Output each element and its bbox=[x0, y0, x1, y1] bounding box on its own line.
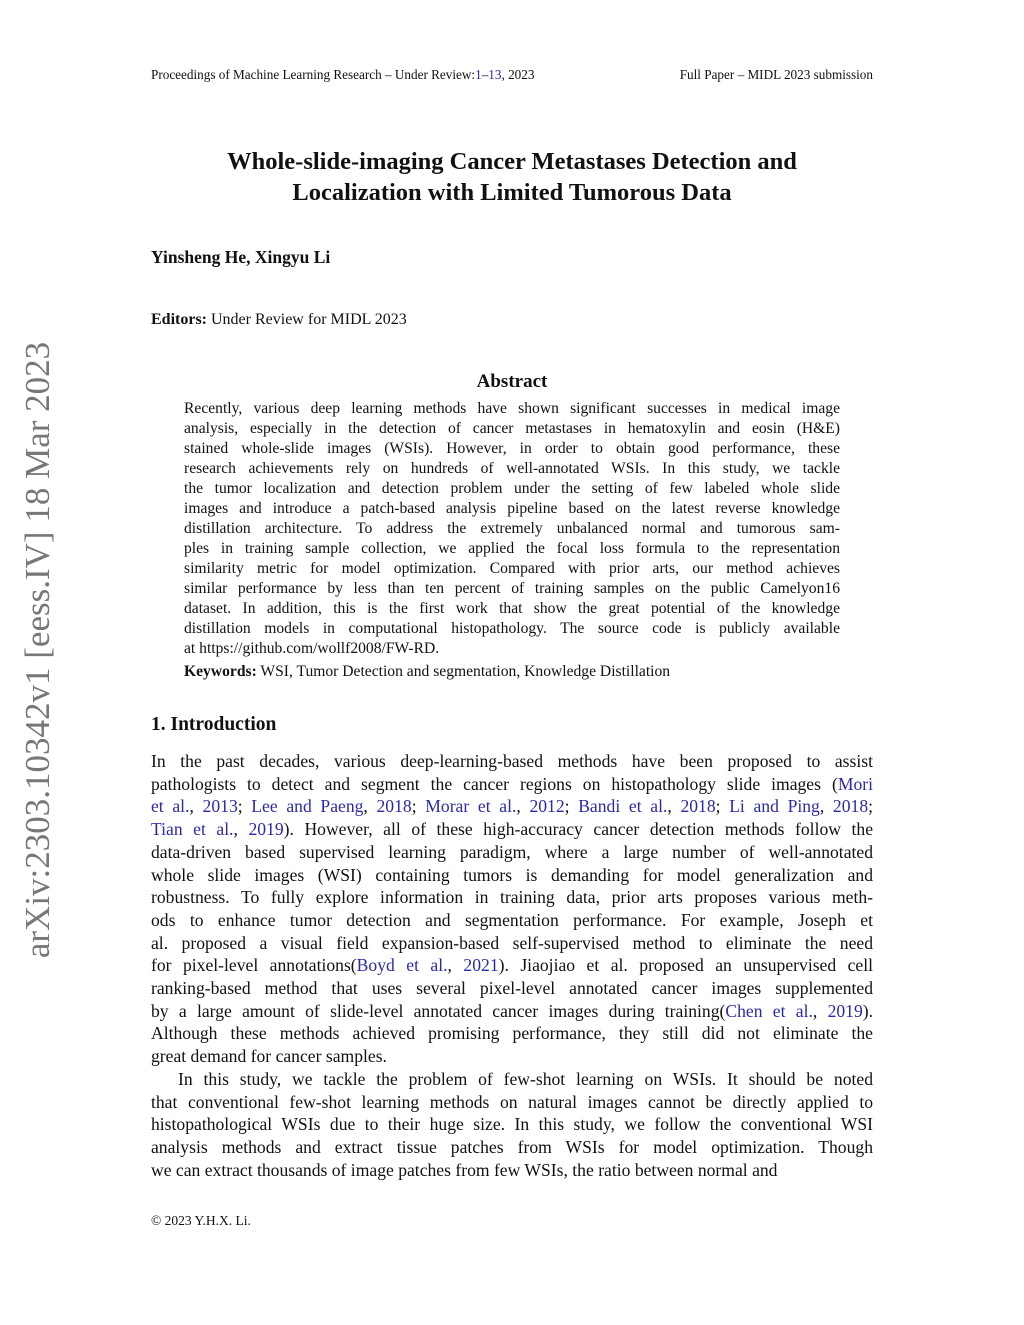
text-span: , bbox=[363, 796, 377, 817]
citation-link[interactable]: Chen et al. bbox=[725, 1000, 813, 1021]
text-line bbox=[151, 886, 873, 909]
text-span: pathologists to detect and segment the cancer regions on histopathology slide images ( bbox=[151, 773, 838, 794]
text-span: ). bbox=[862, 1000, 873, 1021]
text-line bbox=[151, 1091, 873, 1114]
citation-link[interactable]: 2019 bbox=[248, 819, 284, 840]
editors-label: Editors: bbox=[151, 311, 207, 328]
text-span: ; bbox=[715, 796, 730, 817]
abstract-line: the tumor localization and detection problem under the setting of few labeled whole slide bbox=[184, 480, 840, 497]
text-line bbox=[151, 977, 873, 1000]
text-span: , bbox=[819, 796, 833, 817]
paragraph bbox=[151, 1068, 873, 1182]
abstract-line: similarity metric for model optimization. Compared with prior arts, our method achieves bbox=[184, 560, 840, 577]
text-line bbox=[151, 1159, 873, 1182]
text-line bbox=[151, 1045, 873, 1068]
citation-link[interactable]: Bandi et al. bbox=[578, 796, 668, 817]
section-heading-introduction: 1. Introduction bbox=[151, 714, 277, 735]
text-line bbox=[151, 773, 873, 796]
text-span: ods to enhance tumor detection and segmentation performance. For example, Joseph et bbox=[151, 909, 873, 930]
citation-link[interactable]: 2012 bbox=[529, 796, 565, 817]
abstract-line: at https://github.com/wollf2008/FW-RD. bbox=[184, 640, 440, 657]
citation-link[interactable]: Lee and Paeng bbox=[251, 796, 364, 817]
keywords bbox=[184, 662, 840, 682]
introduction-body bbox=[151, 750, 873, 1181]
abstract-line: dataset. In addition, this is the first work that show the great potential of the knowledge bbox=[184, 600, 840, 617]
text-span: ). Jiaojiao et al. proposed an unsupervised cell bbox=[498, 955, 873, 976]
abstract-line: stained whole-slide images (WSIs). However, in order to obtain good performance, these bbox=[184, 440, 840, 457]
running-header-right: Full Paper – MIDL 2023 submission bbox=[679, 67, 873, 82]
copyright-footer: © 2023 Y.H.X. Li. bbox=[151, 1213, 251, 1228]
text-line bbox=[151, 909, 873, 932]
abstract-line: distillation models in computational histopathology. The source code is publicly available bbox=[184, 620, 840, 637]
text-span: robustness. To fully explore information in training data, prior arts proposes various meth- bbox=[151, 887, 873, 908]
citation-link[interactable]: 2013 bbox=[202, 796, 238, 817]
citation-link[interactable]: Mori bbox=[837, 773, 873, 794]
citation-link[interactable]: 2018 bbox=[832, 796, 869, 817]
text-line bbox=[151, 841, 873, 864]
keywords-label: Keywords: bbox=[184, 663, 257, 680]
citation-link[interactable]: Morar et al. bbox=[425, 796, 517, 817]
abstract-line: distillation architecture. To address the extremely unbalanced normal and tumorous sam- bbox=[184, 520, 840, 537]
authors: Yinsheng He, Xingyu Li bbox=[151, 247, 331, 267]
text-line bbox=[151, 932, 873, 955]
page-range-dash: – bbox=[481, 67, 489, 82]
header-year: , 2023 bbox=[501, 67, 535, 82]
editors bbox=[151, 311, 407, 329]
text-line bbox=[151, 1000, 873, 1023]
citation-link[interactable]: 2018 bbox=[376, 796, 412, 817]
text-span: Although these methods achieved promising performance, they still did not eliminate the bbox=[151, 1023, 873, 1044]
header-text: Proceedings of Machine Learning Research – Under Review: bbox=[151, 67, 476, 82]
text-span: , bbox=[189, 796, 203, 817]
arxiv-stamp: arXiv:2303.10342v1 [eess.IV] 18 Mar 2023 bbox=[18, 341, 57, 959]
text-span: we can extract thousands of image patches from few WSIs, the ratio between normal and bbox=[151, 1159, 778, 1180]
text-span: , bbox=[667, 796, 681, 817]
text-line bbox=[151, 818, 873, 841]
text-span: for pixel-level annotations( bbox=[151, 955, 357, 976]
abstract-line: images and introduce a patch-based analysis pipeline based on the latest reverse knowledge bbox=[184, 500, 840, 517]
text-span: In the past decades, various deep-learning-based methods have been proposed to assist bbox=[151, 751, 873, 771]
text-line bbox=[151, 750, 873, 773]
abstract-heading: Abstract bbox=[476, 371, 548, 392]
text-span: ). However, all of these high-accuracy cancer detection methods follow the bbox=[283, 819, 873, 840]
citation-link[interactable]: 2019 bbox=[827, 1000, 863, 1021]
text-span: that conventional few-shot learning methods on natural images cannot be directly applied to bbox=[151, 1091, 873, 1112]
title-line: Whole-slide-imaging Cancer Metastases Detection and bbox=[227, 148, 797, 175]
text-span: , bbox=[447, 955, 464, 976]
text-span: , bbox=[233, 819, 249, 840]
running-header-left bbox=[151, 67, 534, 83]
text-line bbox=[151, 1068, 873, 1091]
text-span: by a large amount of slide-level annotated cancer images during training( bbox=[151, 1000, 726, 1021]
page-range-end-link[interactable]: 13 bbox=[488, 67, 502, 82]
paper-title bbox=[0, 146, 1024, 208]
text-span: data-driven based supervised learning paradigm, where a large number of well-annotated bbox=[151, 841, 873, 862]
text-span: ; bbox=[411, 796, 426, 817]
citation-link[interactable]: 2018 bbox=[680, 796, 716, 817]
editors-value: Under Review for MIDL 2023 bbox=[207, 311, 407, 328]
abstract-line: ples in training sample collection, we applied the focal loss formula to the representation bbox=[184, 540, 840, 557]
text-line bbox=[151, 795, 873, 818]
text-span: al. proposed a visual field expansion-based self-supervised method to eliminate the need bbox=[151, 932, 873, 953]
text-line bbox=[151, 1022, 873, 1045]
text-line bbox=[151, 1136, 873, 1159]
text-span: ; bbox=[564, 796, 579, 817]
text-span: whole slide images (WSI) containing tumors is demanding for model generalization and bbox=[151, 864, 873, 885]
text-span: ranking-based method that uses several pixel-level annotated cancer images supplemented bbox=[151, 978, 873, 999]
text-line bbox=[151, 864, 873, 887]
citation-link[interactable]: Li and Ping bbox=[729, 796, 820, 817]
abstract-line: similar performance by less than ten percent of training samples on the public Camelyon16 bbox=[184, 580, 840, 597]
text-span: In this study, we tackle the problem of few-shot learning on WSIs. It should be noted bbox=[178, 1068, 873, 1089]
abstract-line: Recently, various deep learning methods have shown significant successes in medical image bbox=[184, 400, 840, 417]
abstract-line: research achievements rely on hundreds of well-annotated WSIs. In this study, we tackle bbox=[184, 460, 840, 477]
citation-link[interactable]: 2021 bbox=[463, 955, 499, 976]
text-span: , bbox=[516, 796, 530, 817]
citation-link[interactable]: Boyd et al. bbox=[356, 955, 448, 976]
text-span: , bbox=[812, 1000, 828, 1021]
citation-link[interactable]: Tian et al. bbox=[151, 819, 234, 840]
text-span: great demand for cancer samples. bbox=[151, 1046, 387, 1067]
abstract bbox=[184, 399, 840, 682]
text-span: ; bbox=[868, 796, 873, 817]
page-range-start-link[interactable]: 1 bbox=[475, 67, 482, 82]
text-span: ; bbox=[237, 796, 252, 817]
paragraph bbox=[151, 750, 873, 1068]
keywords-value: WSI, Tumor Detection and segmentation, Knowledge Distillation bbox=[256, 663, 671, 680]
text-line bbox=[151, 954, 873, 977]
title-line: Localization with Limited Tumorous Data bbox=[292, 179, 732, 206]
text-span: histopathological WSIs due to their huge size. In this study, we follow the conventional WSI bbox=[151, 1114, 873, 1135]
abstract-line: analysis, especially in the detection of cancer metastases in hematoxylin and eosin (H&E) bbox=[184, 420, 840, 437]
text-line bbox=[151, 1113, 873, 1136]
text-span: analysis methods and extract tissue patches from WSIs for model optimization. Though bbox=[151, 1136, 873, 1157]
citation-link[interactable]: et al. bbox=[151, 796, 190, 817]
